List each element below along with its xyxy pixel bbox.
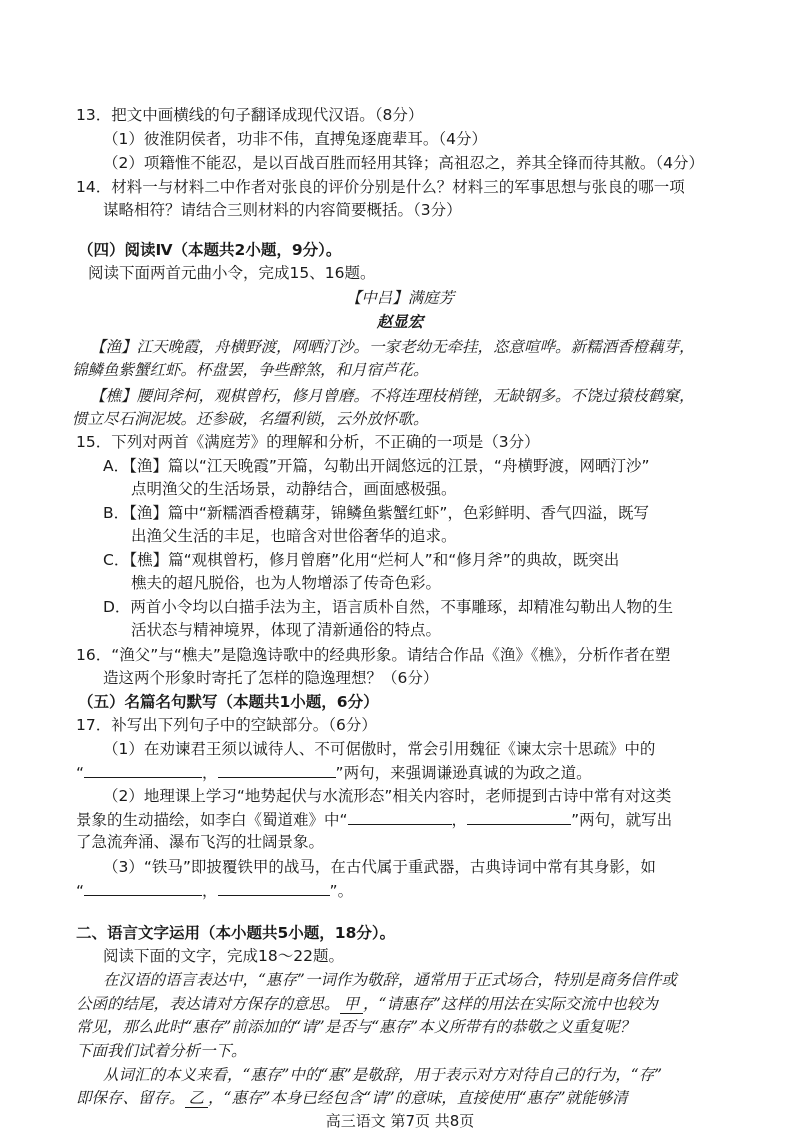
q17-stem: 17．补写出下列句子中的空缺部分。（6分） [76, 716, 377, 734]
q17-s1-tail: ”两句，来强调谦逊真诚的为政之道。 [335, 764, 592, 782]
q14-line2: 谋略相符？请结合三则材料的内容简要概括。（3分） [103, 201, 462, 219]
q15-option-b2: 出渔父生活的丰足，也暗含对世俗奢华的追求。 [131, 527, 457, 545]
blank-jia[interactable]: 甲 [340, 995, 364, 1014]
fill-blank[interactable] [348, 808, 452, 825]
comma: ， [202, 764, 218, 782]
q17-s3-line1: （3）“铁马”即披覆铁甲的战马，在古代属于重武器，古典诗词中常有其身影，如 [103, 858, 656, 876]
q17-s1-line1: （1）在劝谏君王须以诚待人、不可倨傲时，常会引用魏征《谏太宗十思疏》中的 [103, 740, 656, 758]
fill-blank[interactable] [467, 808, 571, 825]
part2-intro: 阅读下面的文字，完成18～22题。 [103, 947, 344, 965]
poem-qiao-line2: 惯立尽石涧泥坡。还参破，名缰利锁，云外放怀歌。 [72, 410, 429, 428]
fill-blank[interactable] [218, 879, 330, 896]
part2-p1-line4: 下面我们试着分析一下。 [76, 1042, 247, 1060]
fill-blank[interactable] [218, 761, 336, 778]
q14-line1: 14．材料一与材料二中作者对张良的评价分别是什么？材料三的军事思想与张良的哪一项 [76, 178, 685, 196]
part2-p1-line2-tail: ，“请惠存”这样的用法在实际交流中也较为 [363, 995, 658, 1013]
fill-blank[interactable] [84, 761, 202, 778]
q17-s2-line2 [76, 808, 672, 831]
q15-stem: 15．下列对两首《满庭芳》的理解和分析，不正确的一项是（3分） [76, 433, 540, 451]
q16-line2: 造这两个形象时寄托了怎样的隐逸理想？（6分） [103, 669, 439, 687]
quote-open: “ [76, 882, 85, 900]
q15-option-c2: 樵夫的超凡脱俗，也为人物增添了传奇色彩。 [131, 574, 442, 592]
part2-p2-line2-text: 即保存、留存。 [76, 1089, 185, 1107]
q13-stem: 13．把文中画横线的句子翻译成现代汉语。（8分） [76, 106, 424, 124]
comma: ， [202, 882, 218, 900]
part2-p2-line1: 从词汇的本义来看，“惠存”中的“惠”是敬辞，用于表示对方对待自己的行为，“存” [103, 1066, 663, 1084]
q13-sub1: （1）彼淮阴侯者，功非不伟，直搏兔逐鹿辈耳。（4分） [103, 130, 487, 148]
q17-s3-line2 [76, 879, 353, 902]
part2-p1-line3: 常见，那么此时“惠存”前添加的“请”是否与“惠存”本义所带有的恭敬之义重复呢？ [76, 1018, 636, 1036]
blank-yi[interactable]: 乙 [185, 1089, 209, 1108]
q17-s2-pre: 景象的生动描绘，如李白《蜀道难》中“ [76, 811, 348, 829]
page-footer: 高三语文 第7页 共8页 [325, 1112, 475, 1130]
part2-p2-line2 [76, 1087, 628, 1109]
part2-p1-line2 [76, 993, 658, 1015]
q15-option-d1: D．两首小令均以白描手法为主，语言质朴自然，不事雕琢，却精准勾勒出人物的生 [103, 598, 673, 616]
poem-author: 赵显宏 [376, 312, 424, 331]
fill-blank[interactable] [84, 879, 202, 896]
poem-yu-line1: 【渔】江天晚霞，舟横野渡，网晒汀沙。一家老幼无牵挂，恣意喧哗。新糯酒香橙藕芽， [90, 338, 695, 356]
q17-s3-tail: ”。 [329, 882, 354, 900]
comma: ， [451, 811, 468, 829]
q13-sub2: （2）项籍惟不能忍，是以百战百胜而轻用其锋；高祖忍之，养其全锋而待其敝。（4分） [103, 154, 704, 172]
part2-p1-line1: 在汉语的语言表达中，“惠存”一词作为敬辞，通常用于正式场合，特别是商务信件或 [103, 971, 677, 989]
poem-title: 【中吕】满庭芳 [345, 289, 455, 307]
q16-line1: 16．“渔父”与“樵夫”是隐逸诗歌中的经典形象。请结合作品《渔》《樵》，分析作者在塑 [76, 646, 671, 664]
q17-s2-line1: （2）地理课上学习“地势起伏与水流形态”相关内容时，老师提到古诗中常有对这类 [103, 787, 672, 805]
q15-option-d2: 活状态与精神境界，体现了清新通俗的特点。 [131, 621, 442, 639]
section4-title: （四）阅读Ⅳ（本题共2小题，9分）。 [78, 241, 342, 259]
q15-option-b1: B．【渔】篇中“新糯酒香橙藕芽，锦鳞鱼紫蟹红虾”，色彩鲜明、香气四溢，既写 [103, 504, 649, 522]
q15-option-c1: C．【樵】篇“观棋曾朽，修月曾磨”化用“烂柯人”和“修月斧”的典故，既突出 [103, 551, 620, 569]
section5-title: （五）名篇名句默写（本题共1小题，6分） [78, 693, 379, 711]
part2-p2-line2-tail: ，“惠存”本身已经包含“请”的意味，直接使用“惠存”就能够清 [208, 1089, 628, 1107]
part2-title: 二、语言文字运用（本小题共5小题，18分）。 [76, 924, 396, 942]
part2-p1-line2-text: 公函的结尾，表达请对方保存的意思。 [76, 995, 340, 1013]
quote-open: “ [76, 764, 85, 782]
poem-qiao-line1: 【樵】腰间斧柯，观棋曾朽，修月曾磨。不将连理枝梢锉，无缺钢多。不饶过猿枝鹤窠， [90, 387, 695, 405]
q17-s2-tail: ”两句，就写出 [571, 811, 673, 829]
q15-option-a2: 点明渔父的生活场景，动静结合，画面感极强。 [131, 480, 457, 498]
q17-s2-line3: 了急流奔涌、瀑布飞泻的壮阔景象。 [76, 833, 325, 851]
q15-option-a1: A．【渔】篇以“江天晚霞”开篇，勾勒出开阔悠远的江景，“舟横野渡，网晒汀沙” [103, 457, 650, 475]
q17-s1-line2 [76, 761, 592, 784]
section4-intro: 阅读下面两首元曲小令，完成15、16题。 [88, 264, 376, 282]
poem-yu-line2: 锦鳞鱼紫蟹红虾。杯盘罢，争些醉煞，和月宿芦花。 [72, 361, 429, 379]
